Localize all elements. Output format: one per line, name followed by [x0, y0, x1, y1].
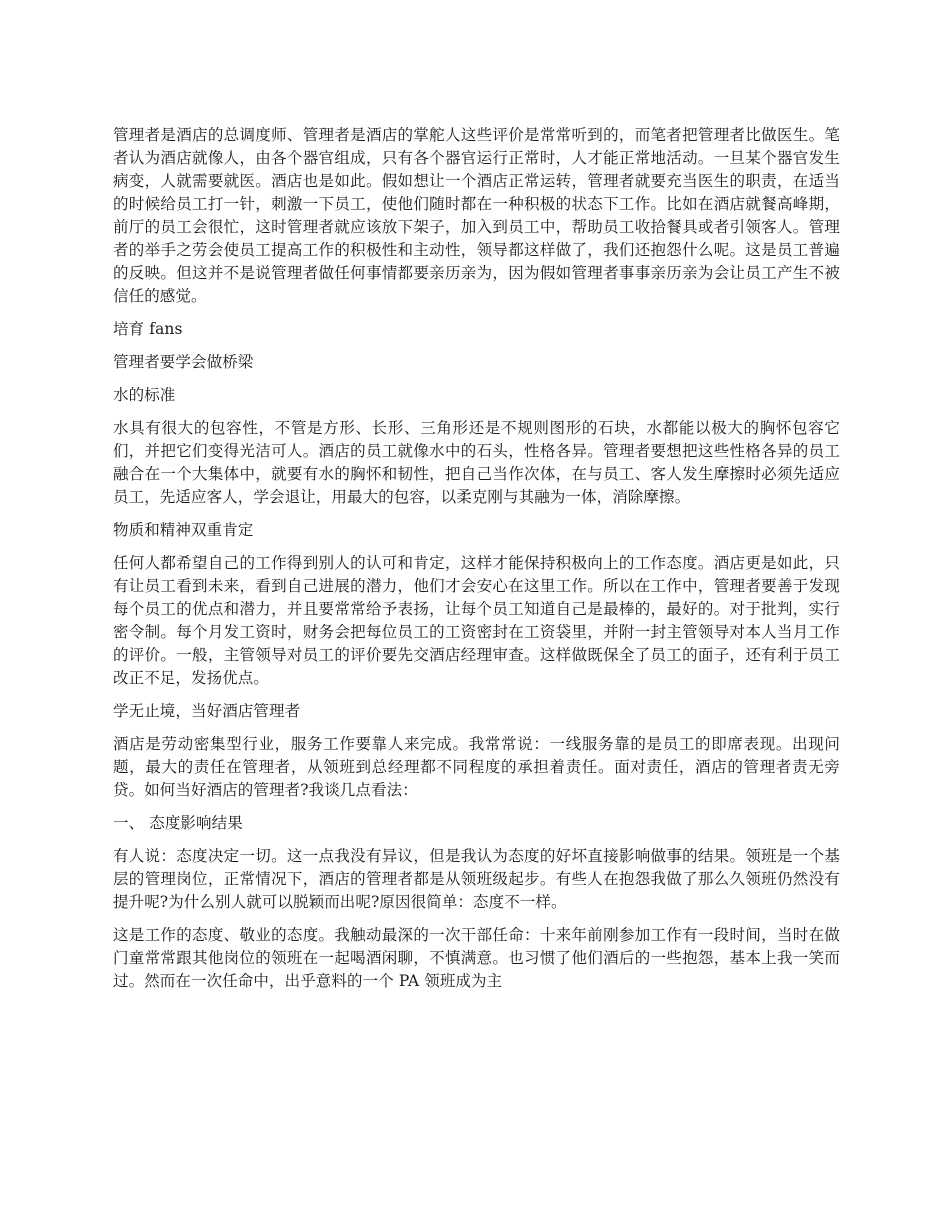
body-paragraph: 酒店是劳动密集型行业，服务工作要靠人来完成。我常常说：一线服务靠的是员工的即席表现。出现问题，最大的责任在管理者，从领班到总经理都不同程度的承担着责任。面对责任，酒店的管理者责无旁贷。如何当好酒店的管理者?我谈几点看法：	[113, 735, 840, 799]
section-heading: 一、 态度影响结果	[113, 814, 243, 832]
section-heading: 学无止境，当好酒店管理者	[113, 702, 301, 720]
body-paragraph: 水具有很大的包容性，不管是方形、长形、三角形还是不规则图形的石块，水都能以极大的胸怀包容它们，并把它们变得光洁可人。酒店的员工就像水中的石头，性格各异。管理者要想把这些性格各异的员工融合在一个大集体中，就要有水的胸怀和韧性，把自己当作次体，在与员工、客人发生摩擦时必须先适应员工，先适应客人，学会退让，用最大的包容，以柔克刚与其融为一体，消除摩擦。	[113, 419, 840, 506]
body-paragraph: 有人说：态度决定一切。这一点我没有异议，但是我认为态度的好坏直接影响做事的结果。领班是一个基层的管理岗位，正常情况下，酒店的管理者都是从领班级起步。有些人在抱怨我做了那么久领班仍然没有提升呢?为什么别人就可以脱颖而出呢?原因很简单：态度不一样。	[113, 847, 840, 911]
section-heading: 培育 fans	[113, 320, 183, 338]
section-heading: 物质和精神双重肯定	[113, 521, 254, 539]
body-paragraph: 任何人都希望自己的工作得到别人的认可和肯定，这样才能保持积极向上的工作态度。酒店更是如此，只有让员工看到未来，看到自己进展的潜力，他们才会安心在这里工作。所以在工作中，管理者要善于发现每个员工的优点和潜力，并且要常常给予表扬，让每个员工知道自己是最棒的，最好的。对于批判，实行密令制。每个月发工资时，财务会把每位员工的工资密封在工资袋里，并附一封主管领导对本人当月工作的评价。一般，主管领导对员工的评价要先交酒店经理审查。这样做既保全了员工的面子，还有利于员工改正不足，发扬优点。	[113, 554, 840, 687]
section-heading: 水的标准	[113, 386, 176, 404]
body-paragraph: 管理者是酒店的总调度师、管理者是酒店的掌舵人这些评价是常常听到的，而笔者把管理者比做医生。笔者认为酒店就像人，由各个器官组成，只有各个器官运行正常时，人才能正常地活动。一旦某个器官发生病变，人就需要就医。酒店也是如此。假如想让一个酒店正常运转，管理者就要充当医生的职责，在适当的时候给员工打一针，刺激一下员工，使他们随时都在一种积极的状态下工作。比如在酒店就餐高峰期，前厅的员工会很忙，这时管理者就应该放下架子，加入到员工中，帮助员工收拾餐具或者引领客人。管理者的举手之劳会使员工提高工作的积极性和主动性，领导都这样做了，我们还抱怨什么呢。这是员工普遍的反映。但这并不是说管理者做任何事情都要亲历亲为，因为假如管理者事事亲历亲为会让员工产生不被信任的感觉。	[113, 126, 840, 305]
body-paragraph: 这是工作的态度、敬业的态度。我触动最深的一次干部任命：十来年前刚参加工作有一段时间，当时在做门童常常跟其他岗位的领班在一起喝酒闲聊，不慎满意。也习惯了他们酒后的一些抱怨，基本上我一笑而过。然而在一次任命中，出乎意料的一个 PA 领班成为主	[113, 926, 840, 990]
section-heading: 管理者要学会做桥梁	[113, 353, 254, 371]
document-page	[113, 124, 840, 1003]
